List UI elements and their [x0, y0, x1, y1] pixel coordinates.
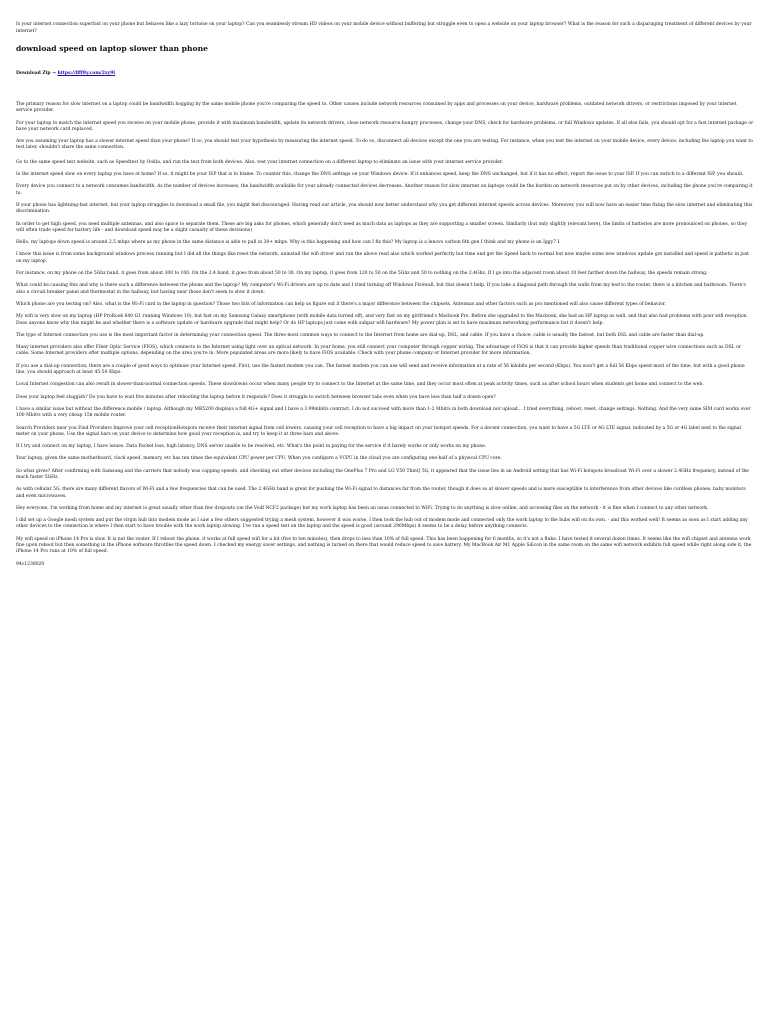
article-body	[16, 102, 754, 556]
paragraph: What could be causing this and why is there such a difference between the phone and the laptop? My computer's Wi-Fi drivers are up to date and I tried turning off Windows Firewall, but that doesn't help. If you take a diagonal path through the walls from my bed to the router, there is a kitchen and bathroom. There's also a circuit breaker panel and thermostat in the hallway, but having near those don't seem to slow it down.	[16, 283, 746, 295]
paragraph: Search Providers near you Find Providers Improve your cell receptionHotspots receive their internet signal from cell towers, causing your cell reception to have a big impact on your hotspot speeds. For a decent connection, you want to have a 5G LTE or 4G LTE signal, indicated by a 5G or 4G label next to the signal meter on your phone. Use the signal bars on your device to determine how good your reception is, and try to keep it at three bars and above.	[16, 425, 741, 437]
paragraph: Hello, my laptops down speed is around 2.5 mbps where as my phone in the same distance is able to pull in 30+ mbps. Why is this happening and how can I fix this? My laptop is a lenovo carbon 6th gen I think and my phone is an Iggy7 I.	[16, 240, 561, 246]
paragraph: I did set up a Google mesh system and put the virgin hub into modem mode as I saw a few others suggested trying a mesh system, however it was worse. I then took the hub out of modem mode and connected only the work laptop to the hubs wifi on its own. - and this worked well! It seems as soon as I start adding any other devices to the connection is where I then start to have trouble with the work laptop slowing. I've run a speed test on the laptop and the speed is good (around 290Mbps) it seems to be a delay before anything connects.	[16, 518, 748, 530]
paragraph: The primary reason for slow internet on a laptop could be bandwidth hogging by the same mobile phone you're comparing the speed to. Other causes include network resources consumed by apps and processes on your device, hardware problems, outdated network drivers, or restrictions imposed by your internet service provider.	[16, 102, 737, 114]
paragraph: Your laptop, given the same motherboard, clock speed, memory, etc has ten times the equivalent CPU power per CPU. When you configure a VCPU in the cloud you are configuring one-half of a physical CPU core.	[16, 456, 502, 462]
intro-text: Is your internet connection superfast on your phone but behaves like a lazy tortoise on your laptop? Can you seamlessly stream HD videos on your mobile device without buffering but struggle even to open a website on your laptop browser? What is the reason for such a disparaging treatment of different devices by your internet?	[16, 22, 752, 34]
paragraph: Is the internet speed slow on every laptop you have at home? If so, it might be your ISP that is to blame. To counter this, change the DNS settings on your Windows device. If it enhances speed, keep the DNS unchanged, but if it has no effect, report the issue to your ISP. If you can switch to a different ISP, you should.	[16, 172, 744, 178]
paragraph: I know this issue is from some background windows process running but I did all the things like reset the network, uninstall the wifi driver and run the above read also which worked perfectly but time and get the Speed back to normal but now maybe some new windows update got installed and speed is pathetic in just on my laptop.	[16, 252, 749, 264]
paragraph: My wifi is very slow on my laptop (HP ProBook 640 G1 running Windows 10), but fast on my Samsung Galaxy smartphone (with mobile data turned off), and very fast on my girlfriend's Macbook Pro. Before she upgraded to the Macbook, she had an HP laptop as well, and that also had problems with poor wifi reception. Does anyone know why this might be and whether there is a software update or hardware upgrade that might help? Or do HP laptops just come with subpar wifi hardware? My power plan is set to have maximum networking performance but it doesn't help.	[16, 314, 748, 326]
paragraph: For your laptop to match the internet speed you receive on your mobile phone, provide it with maximum bandwidth, update its network drivers, close network resource-hungry processes, change your DNS, check for hardware problems, or full Windows updates. If all else fails, you should opt for a fast internet package or have your network card replaced.	[16, 120, 754, 132]
paragraph: Hey everyone, I'm working from home and my internet is great usually other than few dropouts (on the Vodf NCF2 package) but my work laptop has been an issue connected to WiFi. Trying to do anything is slow online, and accessing files on the network - it is fine when I connect to any other network.	[16, 505, 709, 511]
paragraph: If your phone has lightning-fast internet, but your laptop struggles to download a small file, you might feel discouraged. Having read our article, you should now better understand why you get different internet speeds across devices. Moreover, you will now have an easier time fixing the slow internet and eliminating this discrimination.	[16, 202, 753, 215]
footer-code: 94c1238020	[16, 561, 45, 567]
download-line	[16, 71, 754, 77]
page-title: download speed on laptop slower than phone	[16, 44, 208, 53]
paragraph: Every device you connect to a network consumes bandwidth. As the number of devices increases, the bandwidth available for your already connected devices decreases. Another reason for slow internet on laptops could be the burden on network resources put on by other devices, including the phone you're comparing it to.	[16, 184, 753, 196]
paragraph: As with cellular 5G, there are many different flavors of Wi-Fi and a few frequencies that can be used. The 2.4GHz band is great for pushing the Wi-Fi signal to distances far from the router, though it does so at slower speeds and is more susceptible to interference from other devices like cordless phones, baby monitors and even microwaves.	[16, 487, 746, 499]
paragraph: I have a similar issue but without the difference mobile / laptop. Although my MR5200 displays a full 4G+ signal and I have a 3.99mbit/s contract, I do not succeed with more than 1-2 Mbit/s in both download nor upload... I tried everything, reboot, reset, change settings. Nothing. And the very same SIM card works over 100 Mbit/s with a very cheap 15$ mobile router.	[16, 406, 751, 419]
download-label: Download Zip →	[16, 71, 58, 76]
paragraph: Many internet providers also offer Fiber Optic Service (FIOS), which connects to the Internet using light over an optical network. In your home, you still connect your computer through copper wiring. The advantage of FiOS is that it can provide higher speeds than traditional copper wire connections such as DSL or cable. Some Internet providers offer multiple options, depending on the area you're in. More populated areas are more likely to have FiOS available. Check with your phone company or Internet provider for more information.	[16, 345, 741, 357]
paragraph: In order to get high speed, you need multiple antennas, and also space to separate them. These are big asks for phones, which generally don't need as much data as laptops as they are supporting a smaller screen. Similarly (but only slightly relevant here), the limits of batteries are more pronounced on phones, so they will often trade speed for battery life - and download speed may be a slight casualty of these decisions)	[16, 221, 748, 233]
paragraph: Local Internet congestion can also result in slower-than-normal connection speeds. These slowdowns occur when many people try to connect to the Internet at the same time, and they occur most often at peak activity times, such as after school hours when students get home and connect to the web.	[16, 382, 704, 388]
paragraph: Go to the same speed test website, such as Speedtest by Ookla, and run the test from both devices. Also, test your internet connection on a different laptop to eliminate an issue with your internet service provider.	[16, 159, 504, 165]
paragraph: So what gives? After confirming with Samsung and the carriers that nobody was capping speeds, and checking out other devices including the OnePlus 7 Pro and LG V50 ThinQ 5G, it appeared that the issue lies in an Android setting that has Wi-Fi hotspots broadcast Wi-Fi over a slower 2.4GHz frequency, instead of the much faster 5GHz.	[16, 468, 749, 480]
paragraph: Does your laptop feel sluggish? Do you have to wait five minutes after rebooting the laptop before it responds? Does it struggle to switch between browser tabs even when you have less than half a dozen open?	[16, 394, 496, 400]
paragraph: If I try and connect on my laptop, I have issues. Data Packet loss, high latency, DNS server unable to be resolved, etc. What's the point in paying for the service if it barely works or only works on my phone.	[16, 444, 487, 450]
paragraph: My wifi speed on iPhone 14 Pro is slow. It is not the router. If I reboot the phone, it works at full speed wifi for a bit (five to ten minutes), then drops to less than 10% of full speed. This has been happening for 6 months, so it's not a fluke. I have tested it several dozen times. It seems like the wifi chipset and antenna work fine upon reboot but then something in the iPhone software throttles the speed down. I checked my energy saver settings, and nothing is turned on there that would reduce speed to save battery. My MacBook Air M1 Apple Silicon in the same room on the same wifi network exhibits full speed while right along side it, the iPhone 14 Pro runs at 10% of full speed.	[16, 536, 752, 555]
paragraph: The type of Internet connection you use is the most important factor in determining your connection speed. The three most common ways to connect to the Internet from home are dial-up, DSL, and cable. If you have a choice, cable is usually the fastest, but both DSL and cable are faster than dial-up.	[16, 332, 705, 338]
paragraph: Which phone are you testing on? Also, what is the Wi-Fi card in the laptop in question? Those two bits of information can help us figure out if there's a major difference between the chipsets. Antennas and other factors such as pcs mentioned will also cause different types of behavior.	[16, 301, 666, 307]
download-link[interactable]: https://lfff8y.com/2xy9i	[57, 71, 116, 76]
paragraph: For instance, on my phone on the 5Ghz band, it goes from about 300 to 100. On the 2.4 band, it goes from about 50 to 30. On my laptop, it goes from 120 to 50 on the 5Ghz and 50 to nothing on the 2.4Ghz. If I go into the adjacent room about 10 feet farther down the hallway, the speeds remain strong.	[16, 271, 708, 277]
paragraph: Are you assuming your laptop has a slower internet speed than your phone? If so, you should test your hypothesis by measuring the internet speed. To do so, disconnect all devices except the one you are testing. For instance, when you test the internet on your mobile device, every device, including the laptop you want to test later, shouldn't share the same connection.	[16, 139, 753, 151]
paragraph: If you use a dial-up connection, there are a couple of good ways to optimize your Internet speed. First, use the fastest modem you can. The fastest modem you can use will send and receive information at a rate of 56 kilobits per second (Kbps). You won't get a full 56 Kbps speed most of the time, but with a good phone line, you should approach at least 45-50 Kbps.	[16, 363, 745, 376]
